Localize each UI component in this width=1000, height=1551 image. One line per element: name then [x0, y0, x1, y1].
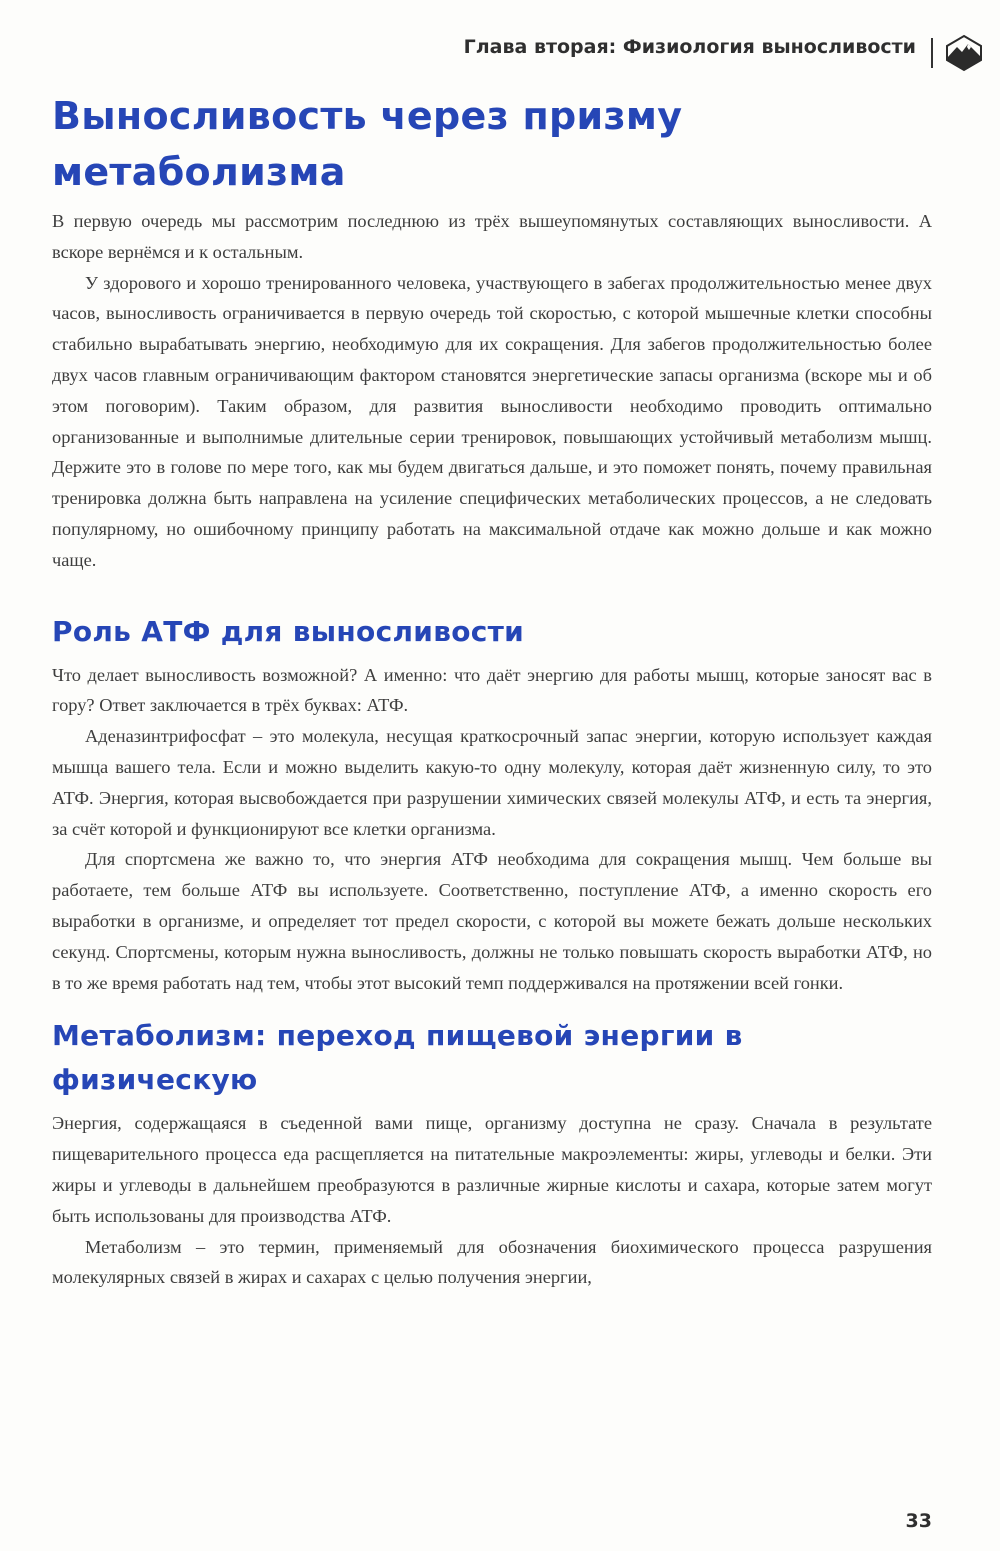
header-divider	[931, 38, 933, 68]
paragraph: В первую очередь мы рассмотрим последнюю из трёх вышеупомянутых составляющих выносливости. А вскоре вернёмся и к остальным.	[52, 211, 932, 262]
section-heading-metabolism-prism: Выносливость через призму метаболизма	[52, 94, 683, 194]
page-number: 33	[905, 1510, 932, 1532]
page-content	[52, 88, 932, 1293]
paragraph: Энергия, содержащаяся в съеденной вами пище, организму доступна не сразу. Сначала в результате пищеварительного процесса еда расщепляется на питательные макроэлементы: жиры, углеводы и белки. Эти жиры и углеводы в дальнейшем преобразуются в различные жирные кислоты и сахара, которые затем могут быть использованы для производства АТФ.	[52, 1113, 932, 1226]
paragraph: Метаболизм – это термин, применяемый для обозначения биохимического процесса разрушения молекулярных связей в жирах и сахарах с целью получения энергии,	[52, 1236, 932, 1288]
paragraph: Что делает выносливость возможной? А именно: что даёт энергию для работы мышц, которые заносят вас в гору? Ответ заключается в трёх буквах: АТФ.	[52, 664, 932, 716]
running-header-title: Глава вторая: Физиология выносливости	[463, 36, 916, 58]
paragraph: Аденазинтрифосфат – это молекула, несущая краткосрочный запас энергии, которую использует каждая мышца вашего тела. Если и можно выделить какую-то одну молекулу, которая даёт жизненную силу, то это АТФ. Энергия, которая высвобождается при разрушении химических связей молекулы АТФ, и есть та энергия, за счёт которой и функционируют все клетки организма.	[52, 726, 932, 839]
mountain-icon	[944, 33, 984, 73]
paragraph: Для спортсмена же важно то, что энергия АТФ необходима для сокращения мышц. Чем больше вы работаете, тем больше АТФ вы используете. Соответственно, поступление АТФ, а именно скорость его выработки в организме, и определяет тот предел скорости, с которой вы можете бежать дольше нескольких секунд. Спортсмены, которым нужна выносливость, должны не только повышать скорость выработки АТФ, но в то же время работать над тем, чтобы этот высокий темп поддерживался на протяжении всей гонки.	[52, 849, 932, 993]
section-heading-food-to-physical-energy: Метаболизм: переход пищевой энергии в физическую	[52, 1019, 743, 1097]
paragraph: У здорового и хорошо тренированного человека, участвующего в забегах продолжительностью менее двух часов, выносливость ограничивается в первую очередь той скоростью, с которой мышечные клетки способны стабильно вырабатывать энергию, необходимую для их сокращения. Для забегов продолжительностью более двух часов главным ограничивающим фактором становятся энергетические запасы организма (вскоре мы и об этом поговорим). Таким образом, для развития выносливости необходимо проводить оптимально организованные и выполнимые длительные серии тренировок, повышающих устойчивый метаболизм мышц. Держите это в голове по мере того, как мы будем двигаться дальше, и это поможет понять, почему правильная тренировка должна быть направлена на усиление специфических метаболических процессов, а не следовать популярному, но ошибочному принципу работать на максимальной отдаче как можно дольше и как можно чаще.	[52, 272, 932, 570]
section-heading-atp-role: Роль АТФ для выносливости	[52, 614, 525, 648]
